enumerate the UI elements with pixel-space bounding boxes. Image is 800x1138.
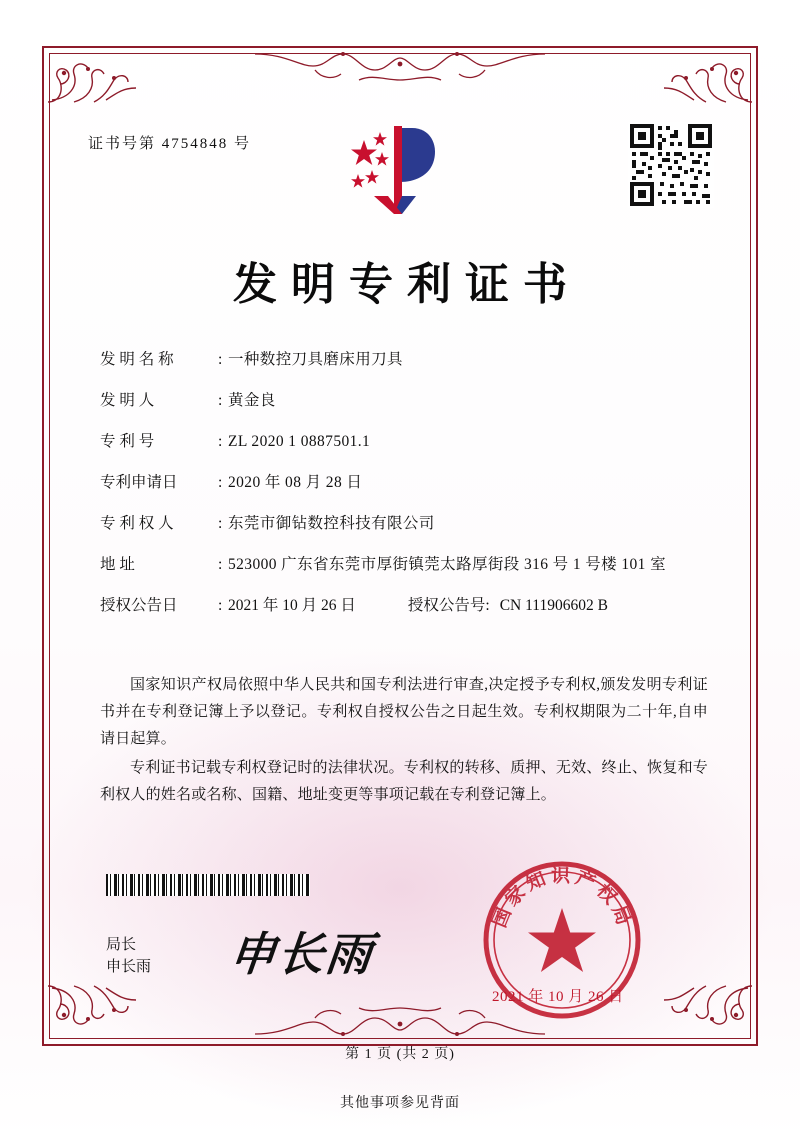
- director-name: 申长雨: [106, 959, 152, 975]
- field-label: 授权公告日: [100, 597, 178, 614]
- field-label: 专利申请日: [100, 474, 178, 491]
- certificate-number: 证书号第 4754848 号: [88, 136, 252, 152]
- field-colon: :: [218, 556, 223, 573]
- field-value: 一种数控刀具磨床用刀具: [228, 351, 403, 368]
- field-value: 黄金良: [228, 392, 276, 409]
- field-value: ZL 2020 1 0887501.1: [228, 433, 371, 450]
- director-title-label: 局长: [106, 937, 137, 953]
- seal-date: 2021 年 10 月 26 日: [492, 989, 624, 1005]
- corner-ornament-icon: [660, 982, 756, 1046]
- field-colon: :: [218, 515, 223, 532]
- paragraph-1: 国家知识产权局依照中华人民共和国专利法进行审查,决定授予专利权,颁发发明专利证书并在专利登记簿上予以登记。专利权自授权公告之日起生效。专利权期限为二十年,自申请日起算。: [100, 677, 708, 747]
- certificate-fields: [100, 348, 704, 635]
- field-value: 2020 年 08 月 28 日: [228, 474, 363, 491]
- field-label: 发 明 名 称: [100, 351, 174, 368]
- svg-text:国家知识产权局: 国家知识产权局: [488, 864, 637, 932]
- field-colon: :: [218, 392, 223, 409]
- page-title: 发明专利证书: [233, 259, 581, 310]
- corner-ornament-icon: [660, 42, 756, 106]
- field-colon: :: [218, 351, 223, 368]
- cnipa-logo-icon: [338, 118, 458, 222]
- field-colon: :: [218, 597, 223, 614]
- field-value: 东莞市御钻数控科技有限公司: [228, 515, 435, 532]
- handwritten-signature: 申长雨: [226, 927, 377, 981]
- field-row-address: [100, 553, 704, 577]
- field-label: 地 址: [100, 556, 135, 573]
- page-indicator: 第 1 页 (共 2 页): [345, 1047, 455, 1062]
- field-colon: :: [218, 474, 223, 491]
- field-label: 专 利 权 人: [100, 515, 174, 532]
- field-label: 专 利 号: [100, 433, 155, 450]
- field-value: 523000 广东省东莞市厚街镇莞太路厚街段 316 号 1 号楼 101 室: [228, 556, 666, 573]
- corner-ornament-icon: [44, 42, 140, 106]
- certificate-body-text: [100, 672, 708, 811]
- field-row-inventor: [100, 389, 704, 413]
- grant-number-label: 授权公告号:: [407, 597, 490, 614]
- signature-block: [106, 934, 151, 978]
- field-row-patentee: [100, 512, 704, 536]
- field-row-grant-announcement: [100, 594, 704, 618]
- field-colon: :: [218, 433, 223, 450]
- field-row-invention-name: [100, 348, 704, 372]
- paragraph-2: 专利证书记载专利权登记时的法律状况。专利权的转移、质押、无效、终止、恢复和专利权人的姓名或名称、国籍、地址变更等事项记载在专利登记簿上。: [100, 760, 708, 803]
- field-value: 2021 年 10 月 26 日: [228, 597, 356, 614]
- footer-note: 其他事项参见背面: [340, 1096, 460, 1111]
- grant-number-value: CN 111906602 B: [499, 597, 608, 614]
- field-row-patent-number: [100, 430, 704, 454]
- top-scroll-ornament-icon: [255, 40, 545, 92]
- field-label: 发 明 人: [100, 392, 155, 409]
- qr-code-icon: [628, 122, 714, 208]
- field-row-application-date: [100, 471, 704, 495]
- barcode: [106, 874, 310, 896]
- corner-ornament-icon: [44, 982, 140, 1046]
